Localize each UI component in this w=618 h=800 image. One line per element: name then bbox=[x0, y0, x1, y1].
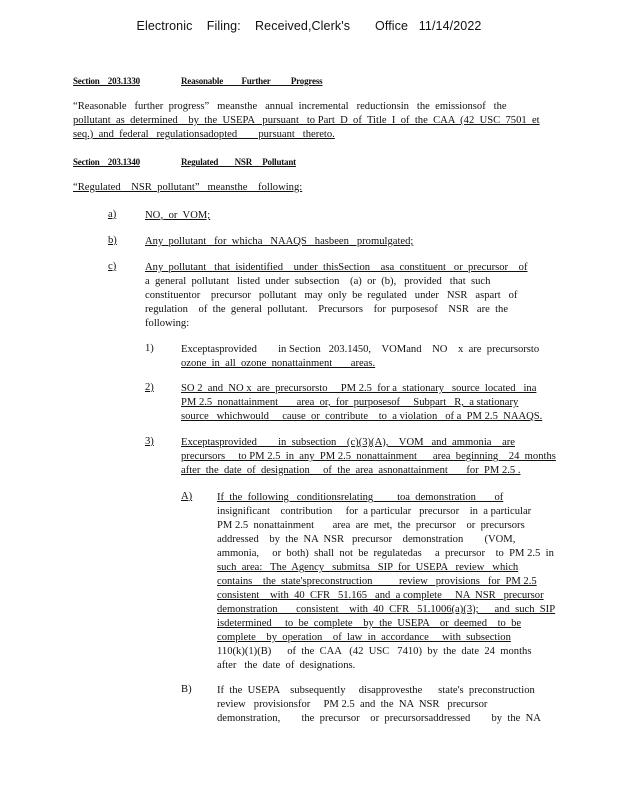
sub-item-3-text bbox=[181, 436, 556, 478]
sub-sub-item-B-marker: B) bbox=[181, 684, 192, 695]
section-1330-title: Reasonable Further Progress bbox=[181, 76, 323, 86]
paragraph-line: after the date of designation of the area asnonattainment for PM 2.5 . bbox=[181, 465, 521, 476]
paragraph-line: demonstration, the precursor or precursorsaddressed by the NA bbox=[217, 713, 541, 724]
sub-sub-item-A-text bbox=[217, 491, 556, 673]
paragraph-line: insignificant contribution for a particular precursor in a particular bbox=[217, 506, 532, 517]
paragraph-line: “Reasonable further progress” meansthe annual incremental reductionsin the emissionsof the bbox=[73, 101, 507, 112]
paragraph-line: SO 2 and NO x are precursorsto PM 2.5 for a stationary source located ina bbox=[181, 383, 537, 394]
sub-item-2-marker: 2) bbox=[145, 382, 154, 393]
item-c-text bbox=[145, 261, 540, 331]
section-1330-number: Section 203.1330 bbox=[73, 76, 140, 86]
paragraph-line: complete by operation of law in accordance with subsection bbox=[217, 632, 511, 643]
paragraph-line: constituentor precursor pollutant may only be regulated under NSR aspart of bbox=[145, 290, 518, 301]
section-1340-number: Section 203.1340 bbox=[73, 157, 140, 167]
paragraph-line: demonstration consistent with 40 CFR 51.1006(a)(3); and such SIP bbox=[217, 604, 556, 615]
sub-item-3-marker: 3) bbox=[145, 436, 154, 447]
paragraph-line: PM 2.5 nonattainment area or, for purposesof Subpart R, a stationary bbox=[181, 397, 519, 408]
paragraph-line: regulation of the general pollutant. Precursors for purposesof NSR are the bbox=[145, 304, 509, 315]
paragraph-line: Exceptasprovided in Section 203.1450, VOMand NO x are precursorsto bbox=[181, 344, 540, 355]
sub-sub-item-B-text bbox=[217, 684, 542, 726]
paragraph-line: ozone in all ozone nonattainment areas. bbox=[181, 358, 376, 369]
paragraph-line: following: bbox=[145, 318, 190, 329]
sub-item-1-text bbox=[181, 343, 541, 371]
paragraph-line: after the date of designations. bbox=[217, 660, 356, 671]
paragraph-line: Any pollutant that isidentified under thisSection asa constituent or precursor of bbox=[145, 262, 528, 273]
paragraph-line: review provisionsfor PM 2.5 and the NA NSR precursor bbox=[217, 699, 488, 710]
paragraph-line: isdetermined to be complete by the USEPA or deemed to be bbox=[217, 618, 522, 629]
paragraph-line: source whichwould cause or contribute to a violation of a PM 2.5 NAAQS. bbox=[181, 411, 543, 422]
item-b-text: Any pollutant for whicha NAAQS hasbeen promulgated; bbox=[145, 236, 414, 247]
item-b-marker: b) bbox=[108, 235, 117, 246]
paragraph-line: PM 2.5 nonattainment area are met, the precursor or precursors bbox=[217, 520, 525, 531]
paragraph-line: ammonia, or both) shall not be regulatedas a precursor to PM 2.5 in bbox=[217, 548, 554, 559]
paragraph-line: If the following conditionsrelating toa demonstration of bbox=[217, 492, 504, 503]
sub-item-2-text bbox=[181, 382, 541, 424]
paragraph-line: addressed by the NA NSR precursor demonstration (VOM, bbox=[217, 534, 516, 545]
paragraph-line: precursors to PM 2.5 in any PM 2.5 nonattainment area beginning 24 months bbox=[181, 451, 556, 462]
paragraph-line: such area: The Agency submitsa SIP for USEPA review which bbox=[217, 562, 519, 573]
paragraph-line: consistent with 40 CFR 51.165 and a complete NA NSR precursor bbox=[217, 590, 544, 601]
sub-sub-item-A-marker: A) bbox=[181, 491, 193, 502]
electronic-filing-header: Electronic Filing: Received,Clerk's Office 11/14/2022 bbox=[136, 19, 482, 33]
paragraph-line: a general pollutant listed under subsection (a) or (b), provided that such bbox=[145, 276, 491, 287]
paragraph-line: Exceptasprovided in subsection (c)(3)(A), VOM and ammonia are bbox=[181, 437, 516, 448]
sub-item-1-marker: 1) bbox=[145, 343, 154, 354]
item-a-marker: a) bbox=[108, 209, 117, 220]
paragraph-line: pollutant as determined by the USEPA pursuant to Part D of Title I of the CAA (42 USC 7501 et bbox=[73, 115, 540, 126]
paragraph-line: If the USEPA subsequently disapprovesthe state's preconstruction bbox=[217, 685, 535, 696]
section-1330-paragraph bbox=[73, 100, 545, 142]
section-1340-title: Regulated NSR Pollutant bbox=[181, 157, 296, 167]
paragraph-line: contains the state'spreconstruction review provisions for PM 2.5 bbox=[217, 576, 537, 587]
paragraph-line: 110(k)(1)(B) of the CAA (42 USC 7410) by the date 24 months bbox=[217, 646, 532, 657]
item-c-marker: c) bbox=[108, 261, 117, 272]
section-1340-intro: “Regulated NSR pollutant” meansthe following: bbox=[73, 182, 303, 193]
item-a-text: $NO_x$ or VOM; bbox=[145, 210, 211, 222]
paragraph-line: seq.) and federal regulationsadopted pursuant thereto. bbox=[73, 129, 335, 140]
